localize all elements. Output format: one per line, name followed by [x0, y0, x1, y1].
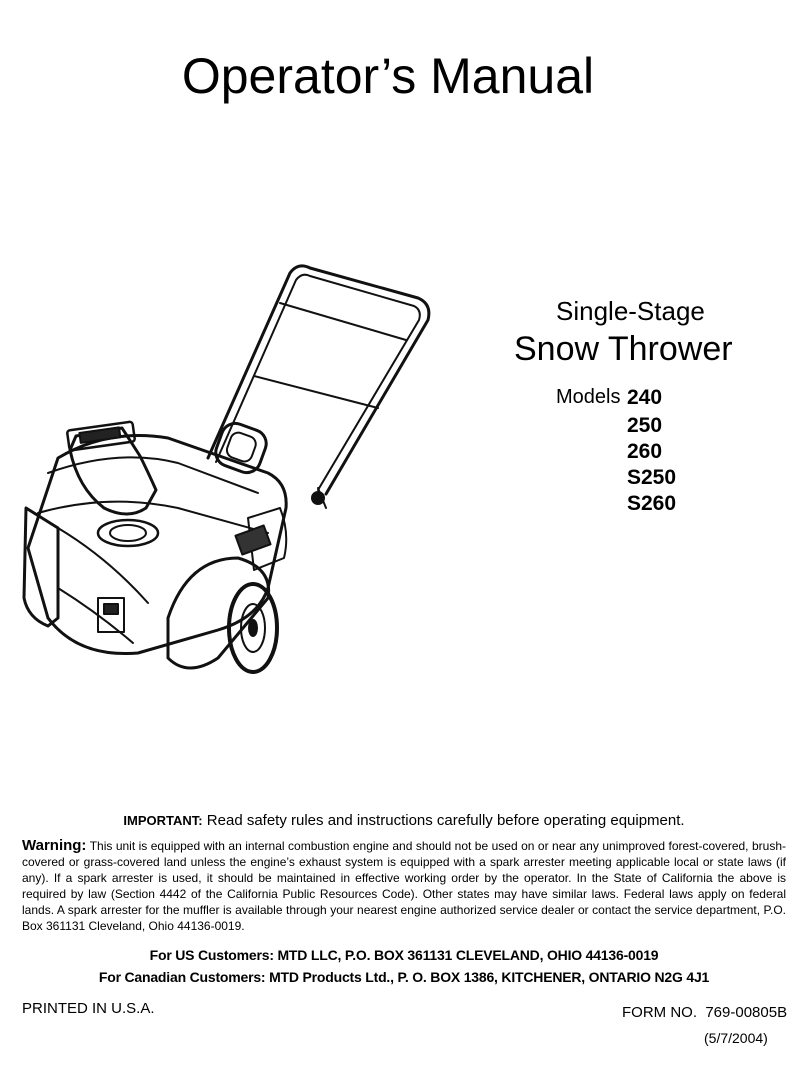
important-label: IMPORTANT: [123, 813, 203, 828]
warning-text: This unit is equipped with an internal combustion engine and should not be used on or near any unimproved forest-covered, brush-covered or grass-covered land unless the engine’s exhaust system is equipped with a spark arrester meeting applicable local or state laws (if any). If a spark arrester is used, it should be maintained in effective working order by the operator. In the State of California the above is required by law (Section 4442 of the California Public Resources Code). Other states may have similar laws. Federal laws apply on federal lands. A spark arrester for the muffler is available through your nearest engine authorized service dealer or contact the service department, P.O. Box 361131 Cleveland, Ohio 44136-0019. [22, 839, 786, 933]
product-name: Snow Thrower [514, 330, 733, 368]
page-title: Operator’s Manual [181, 48, 595, 104]
model-number: S260 [627, 492, 677, 515]
important-notice [0, 812, 808, 829]
warning-label: Warning: [22, 837, 87, 854]
important-text: Read safety rules and instructions carefully before operating equipment. [206, 812, 685, 829]
printed-in-label: PRINTED IN U.S.A. [22, 1000, 155, 1017]
models-label: Models [556, 386, 621, 408]
canada-customer-address: For Canadian Customers: MTD Products Ltd., P. O. BOX 1386, KITCHENER, ONTARIO N2G 4J1 [98, 969, 710, 985]
warning-notice [22, 838, 786, 934]
form-date: (5/7/2004) [704, 1030, 768, 1046]
us-customer-address: For US Customers: MTD LLC, P.O. BOX 361131 CLEVELAND, OHIO 44136-0019 [149, 947, 659, 963]
model-number: 240 [627, 386, 663, 409]
product-subtitle: Single-Stage [556, 296, 705, 326]
form-number-value: 769-00805B [705, 1004, 788, 1021]
snow-thrower-illustration [18, 258, 458, 688]
form-label: FORM NO. [622, 1004, 697, 1021]
form-number [622, 1004, 787, 1021]
model-number: 250 [627, 414, 663, 437]
model-number: 260 [627, 440, 663, 463]
model-number: S250 [627, 466, 677, 489]
